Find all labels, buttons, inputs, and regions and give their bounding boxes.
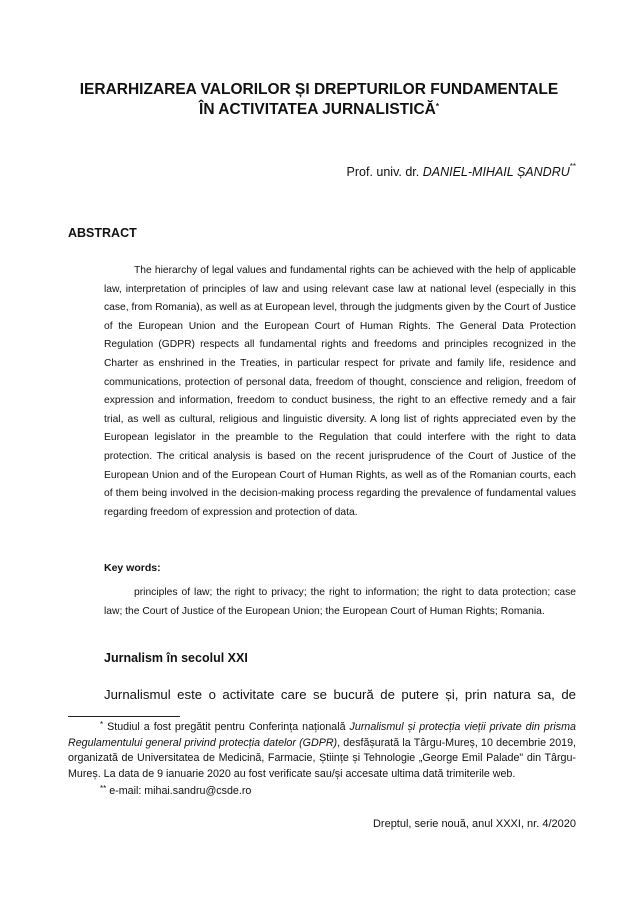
abstract-body	[104, 262, 576, 522]
author-footnote-marker: **	[569, 162, 576, 171]
journal-footer: Dreptul, serie nouă, anul XXXI, nr. 4/2020	[372, 818, 576, 830]
footnote-2-marker: **	[100, 784, 107, 793]
footnote-1-conference-title: Jurnalismul și protecția vieții private din prisma Regulamentului general privind protecția datelor (GDPR)	[68, 721, 576, 749]
title-footnote-marker: *	[435, 102, 439, 111]
author-name: DANIEL-MIHAIL ȘANDRU	[422, 165, 570, 179]
footnote-separator	[68, 716, 180, 717]
title-line-1: IERARHIZAREA VALORILOR ȘI DREPTURILOR FUNDAMENTALE	[79, 81, 559, 98]
section-heading: Jurnalism în secolul XXI	[104, 651, 248, 665]
footnote-1: * Studiul a fost pregătit pentru Conferința națională Jurnalismul și protecția vieții private din prisma Regulamentului general privind protecția datelor (GDPR), desfășurată la Târgu-Mureș, 10 decembrie 2019, organizată de Universitatea de Medicină, Farmacie, Științe și Tehnologie „George Emil Palade" din Târgu-Mureș. La data de 9 ianuarie 2020 au fost verificate sau/și accesate ultima dată trimiterile web.	[68, 720, 576, 780]
author-line	[346, 162, 576, 179]
author-prefix: Prof. univ. dr.	[346, 165, 420, 179]
keywords-text: principles of law; the right to privacy; the right to information; the right to data protection; case law; the Court of Justice of the European Union; the European Court of Human Rights; Romania.	[104, 587, 576, 617]
footnote-1-marker: *	[100, 720, 104, 729]
keywords-body	[104, 584, 576, 621]
author-email: e-mail: mihai.sandru@csde.ro	[109, 785, 252, 797]
article-title	[0, 80, 638, 120]
title-line-2: ÎN ACTIVITATEA JURNALISTICĂ*	[199, 101, 439, 118]
abstract-heading: ABSTRACT	[68, 226, 137, 240]
abstract-text: The hierarchy of legal values and fundamental rights can be achieved with the help of applicable law, interpretation of principles of law and using relevant case law at national level (especially in this case, from Romania), as well as at European level, through the judgments given by the Court of Justice of the European Union and the European Court of Human Rights. The General Data Protection Regulation (GDPR) respects all fundamental rights and freedoms and principles recognized in the Charter as enshrined in the Treaties, in particular respect for private and family life, residence and communications, protection of personal data, freedom of thought, conscience and religion, freedom of expression and information, freedom to conduct business, the right to an effective remedy and a fair trial, as well as cultural, religious and linguistic diversity. A long list of rights appreciated even by the European legislator in the preamble to the Regulation that could interfere with the right to data protection. The critical analysis is based on the recent jurisprudence of the Court of Justice of the European Union and of the European Court of Human Rights, as well as of the Romanian courts, each of them being involved in the decision-making process regarding the prevalence of fundamental values regarding freedom of expression and protection of data.	[104, 265, 576, 518]
section-body	[104, 684, 576, 706]
keywords-heading: Key words:	[104, 562, 161, 574]
section-first-line: Jurnalismul este o activitate care se bucură de putere și, prin natura sa, de	[104, 687, 576, 702]
footnote-2	[68, 784, 576, 800]
footnotes	[68, 720, 576, 800]
